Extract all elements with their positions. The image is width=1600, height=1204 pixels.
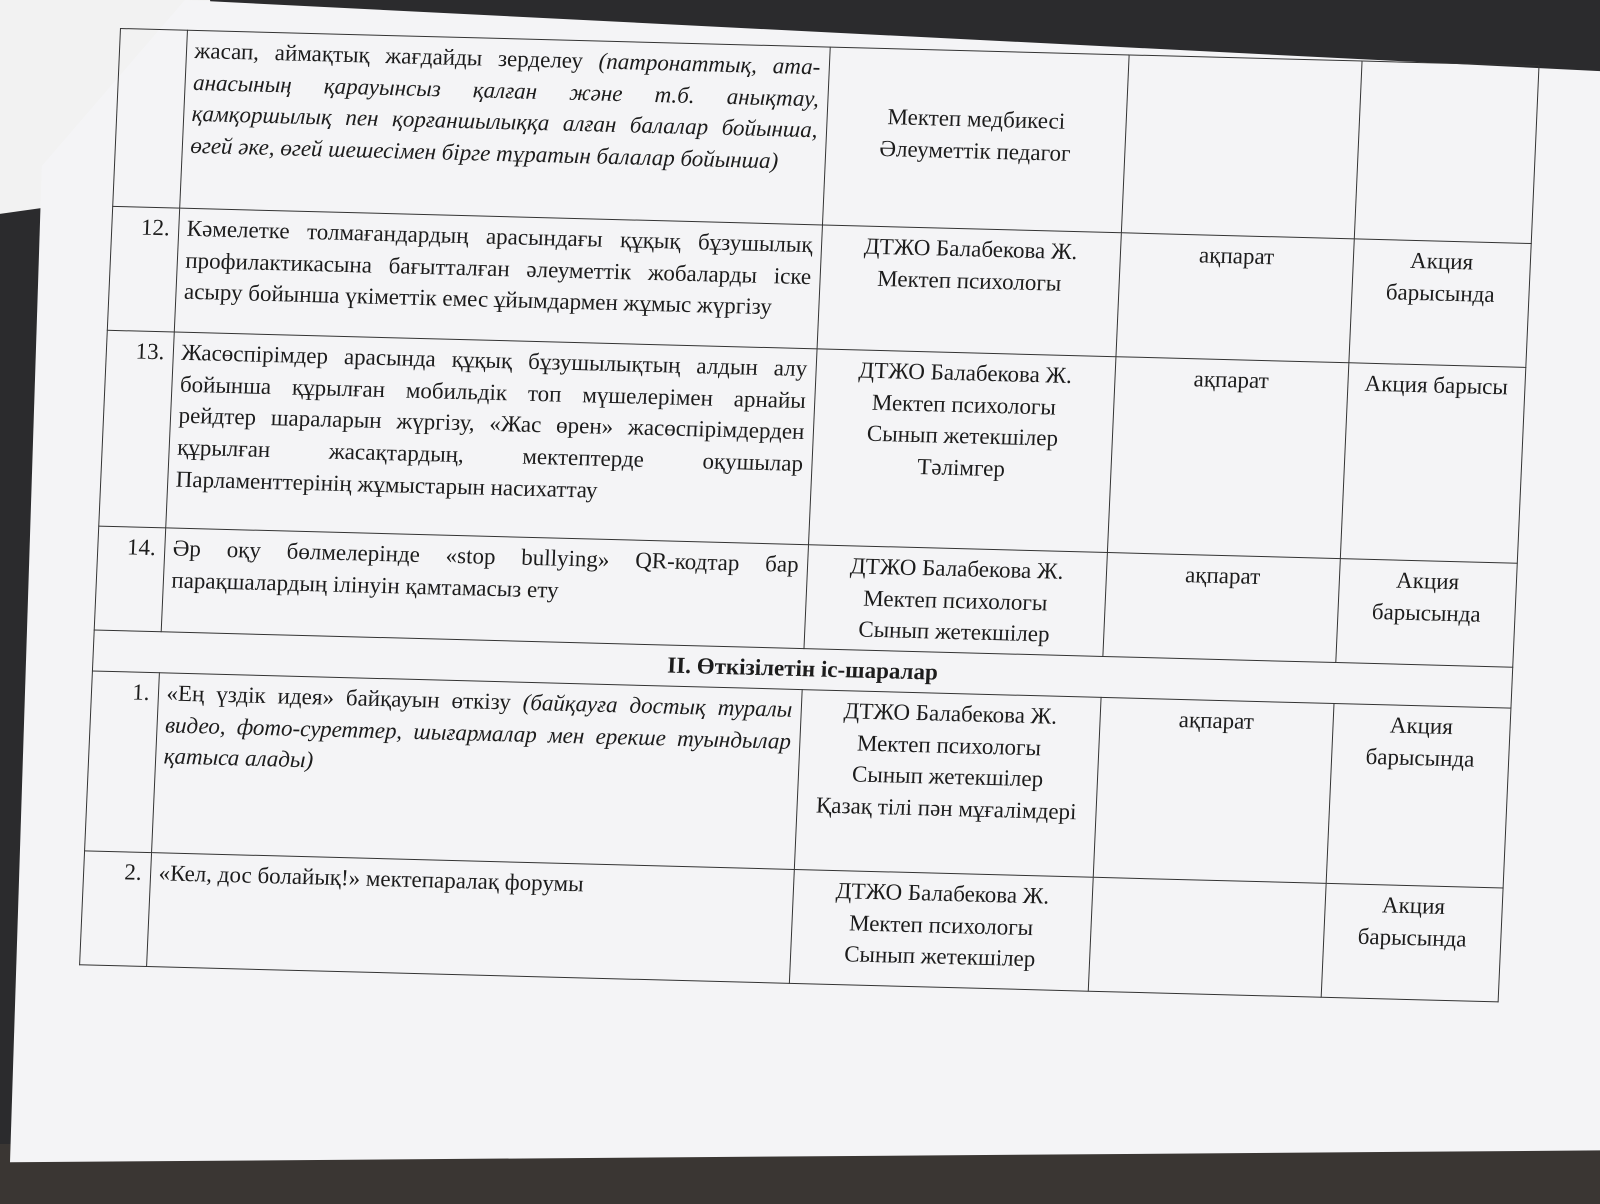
row-responsible [803, 545, 1107, 657]
row-number: 1. [85, 671, 159, 853]
responsible-person: ДТЖО Балабекова Ж. [849, 553, 1064, 584]
row-form: ақпарат [1093, 697, 1334, 883]
responsible-person: Мектеп психологы [871, 389, 1057, 420]
row-number [113, 29, 187, 209]
responsible-person: Әлеуметтік педагог [878, 135, 1072, 166]
row-description: «Кел, дос болайық!» мектепаралақ форумы [146, 853, 794, 984]
row-responsible [794, 690, 1101, 878]
row-responsible [808, 349, 1116, 553]
row-form: ақпарат [1103, 553, 1340, 663]
row-responsible [817, 225, 1122, 357]
responsible-person: Сынып жетекшілер [851, 761, 1044, 792]
responsible-person: ДТЖО Балабекова Ж. [863, 233, 1078, 265]
document-sheet [77, 28, 1560, 1055]
plan-table [79, 28, 1539, 1002]
description-text: «Ең үздік идея» байқауын өткізу [166, 680, 524, 715]
responsible-person: Мектеп психологы [856, 730, 1042, 761]
row-form [1121, 55, 1361, 239]
row-description: Кәмелетке толмағандардың арасындағы құқық бұзушылық профилактикасына бағытталған әлеуметтік жобаларды іске асыру бойынша үкіметтік емес ұйымдармен жұмыс жүргізу [174, 208, 822, 349]
row-form: ақпарат [1116, 233, 1354, 363]
table-row [99, 330, 1526, 563]
section-title: II. Өткізілетін іс-шаралар [92, 630, 1512, 708]
row-form: ақпарат [1107, 357, 1348, 559]
row-form [1088, 877, 1326, 997]
responsible-person: ДТЖО Балабекова Ж. [843, 698, 1058, 729]
row-description: Әр оқу бөлмелерінде «stop bullying» QR-кодтар бар парақшалардың ілінуін қамтамасыз ету [161, 528, 808, 649]
row-number: 13. [99, 330, 174, 528]
row-description [179, 30, 830, 225]
table-row [85, 671, 1511, 888]
section1-body [80, 29, 1539, 1002]
row-description [151, 673, 802, 870]
row-responsible [822, 47, 1129, 233]
row-deadline: Акция барысында [1348, 239, 1531, 368]
description-italic-text: (патронаттық, ата-анасының қарауынсыз қалған және т.б. анықтау, қамқоршылық пен қорғаншылыққа алған балалар бойынша, өгей әке, өгей шешесімен бірге тұратын балалар бойынша) [189, 48, 821, 174]
responsible-person: Мектеп психологы [876, 265, 1062, 296]
responsible-person: Тәлімгер [916, 454, 1006, 482]
responsible-person: Сынып жетекшілер [866, 421, 1059, 452]
row-deadline [1354, 61, 1539, 244]
responsible-person: ДТЖО Балабекова Ж. [835, 877, 1050, 909]
row-number: 14. [94, 526, 165, 632]
responsible-person: Сынып жетекшілер [843, 941, 1036, 972]
responsible-person: Қазақ тілі пән мұғалімдері [815, 792, 1078, 825]
responsible-person: Мектеп медбикесі [886, 104, 1066, 134]
responsible-person: ДТЖО Балабекова Ж. [858, 357, 1073, 389]
row-number: 12. [107, 206, 179, 332]
responsible-person: Сынып жетекшілер [857, 617, 1051, 647]
row-deadline: Акция барысында [1335, 559, 1517, 668]
row-number: 2. [80, 851, 151, 967]
row-deadline: Акция барысында [1321, 883, 1503, 1002]
row-responsible [789, 869, 1093, 991]
responsible-person: Мектеп психологы [848, 910, 1034, 940]
description-italic-text: (байқауға достық туралы видео, фото-суреттер, шығармалар мен ерекше туындылар қатыса алады) [163, 689, 793, 773]
description-text: жасап, аймақтық жағдайды зерделеу [194, 37, 600, 74]
row-deadline: Акция барысында [1326, 703, 1511, 887]
row-description: Жасөспірімдер арасында құқық бұзушылықтың алдын алу бойынша құрылған мобильдік топ мүшелерімен арнайы рейдтер шараларын жүргізу, «Жас өрен» жасөспірімдерден құрылған жасақтардың, мектептерде оқушылар Парламенттерінің жұмыстарын насихаттау [165, 332, 816, 545]
row-deadline: Акция барысы [1340, 363, 1526, 563]
responsible-person: Мектеп психологы [862, 585, 1048, 616]
